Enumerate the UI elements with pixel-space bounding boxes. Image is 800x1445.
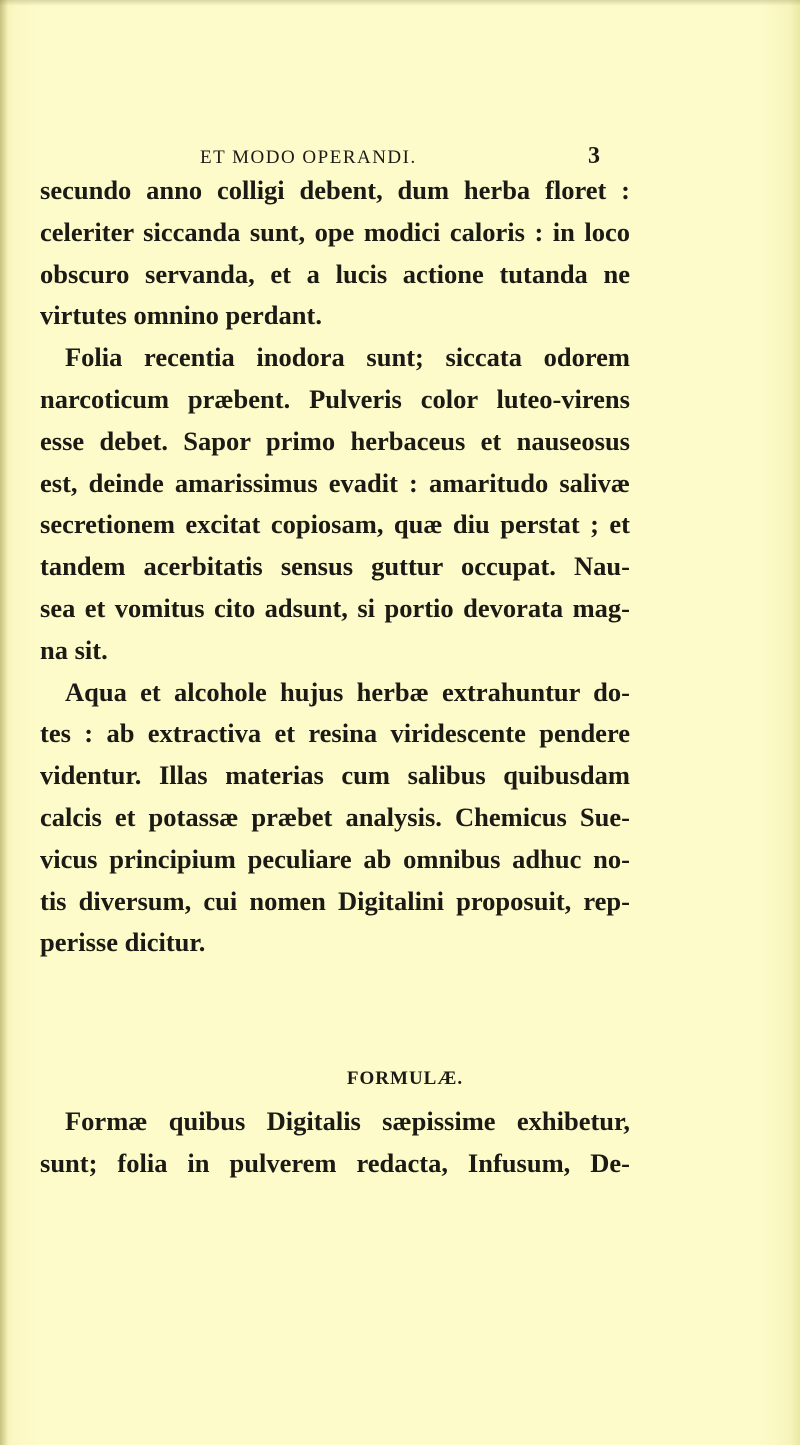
- text-line: esse debet. Sapor primo herbaceus et nauseosus: [40, 425, 630, 456]
- text-line: Aqua et alcohole hujus herbæ extrahuntur do-: [65, 676, 630, 707]
- running-head-title: ET MODO OPERANDI.: [200, 147, 417, 168]
- text-line: secundo anno colligi debent, dum herba floret :: [40, 175, 630, 205]
- text-line: celeriter siccanda sunt, ope modici caloris : in loco: [40, 216, 630, 247]
- text-line: sea et vomitus cito adsunt, si portio devorata mag-: [40, 592, 630, 623]
- paragraph-1: [40, 170, 630, 337]
- text-line: vicus principium peculiare ab omnibus adhuc no-: [40, 843, 630, 874]
- top-edge-shadow: [0, 0, 800, 6]
- text-line: Formæ quibus Digitalis sæpissime exhibetur,: [65, 1106, 630, 1136]
- text-line: est, deinde amarissimus evadit : amaritudo salivæ: [40, 467, 630, 498]
- paragraph-4: [40, 1101, 630, 1185]
- text-line: perisse dicitur.: [40, 927, 206, 958]
- text-line: na sit.: [40, 634, 108, 665]
- text-line: tes : ab extractiva et resina viridescente pendere: [40, 718, 630, 749]
- section-heading: FORMULÆ.: [346, 1068, 464, 1089]
- paragraph-2: [40, 337, 630, 671]
- spine-shadow: [0, 0, 8, 1445]
- body-text: [40, 170, 630, 964]
- text-line: obscuro servanda, et a lucis actione tutanda ne: [40, 258, 630, 289]
- text-line: Folia recentia inodora sunt; siccata odorem: [65, 342, 630, 373]
- text-line: videntur. Illas materias cum salibus quibusdam: [40, 760, 630, 791]
- text-line: calcis et potassæ præbet analysis. Chemicus Sue-: [40, 801, 630, 832]
- text-line: tandem acerbitatis sensus guttur occupat. Nau-: [40, 551, 630, 582]
- text-line: virtutes omnino perdant.: [40, 300, 322, 331]
- page-number: 3: [588, 143, 600, 169]
- text-line: sunt; folia in pulverem redacta, Infusum, De-: [40, 1147, 630, 1178]
- text-line: narcoticum præbent. Pulveris color luteo-virens: [40, 383, 630, 414]
- text-line: tis diversum, cui nomen Digitalini proposuit, rep-: [40, 885, 630, 916]
- text-line: secretionem excitat copiosam, quæ diu perstat ; et: [40, 509, 630, 540]
- paragraph-3: [40, 672, 630, 965]
